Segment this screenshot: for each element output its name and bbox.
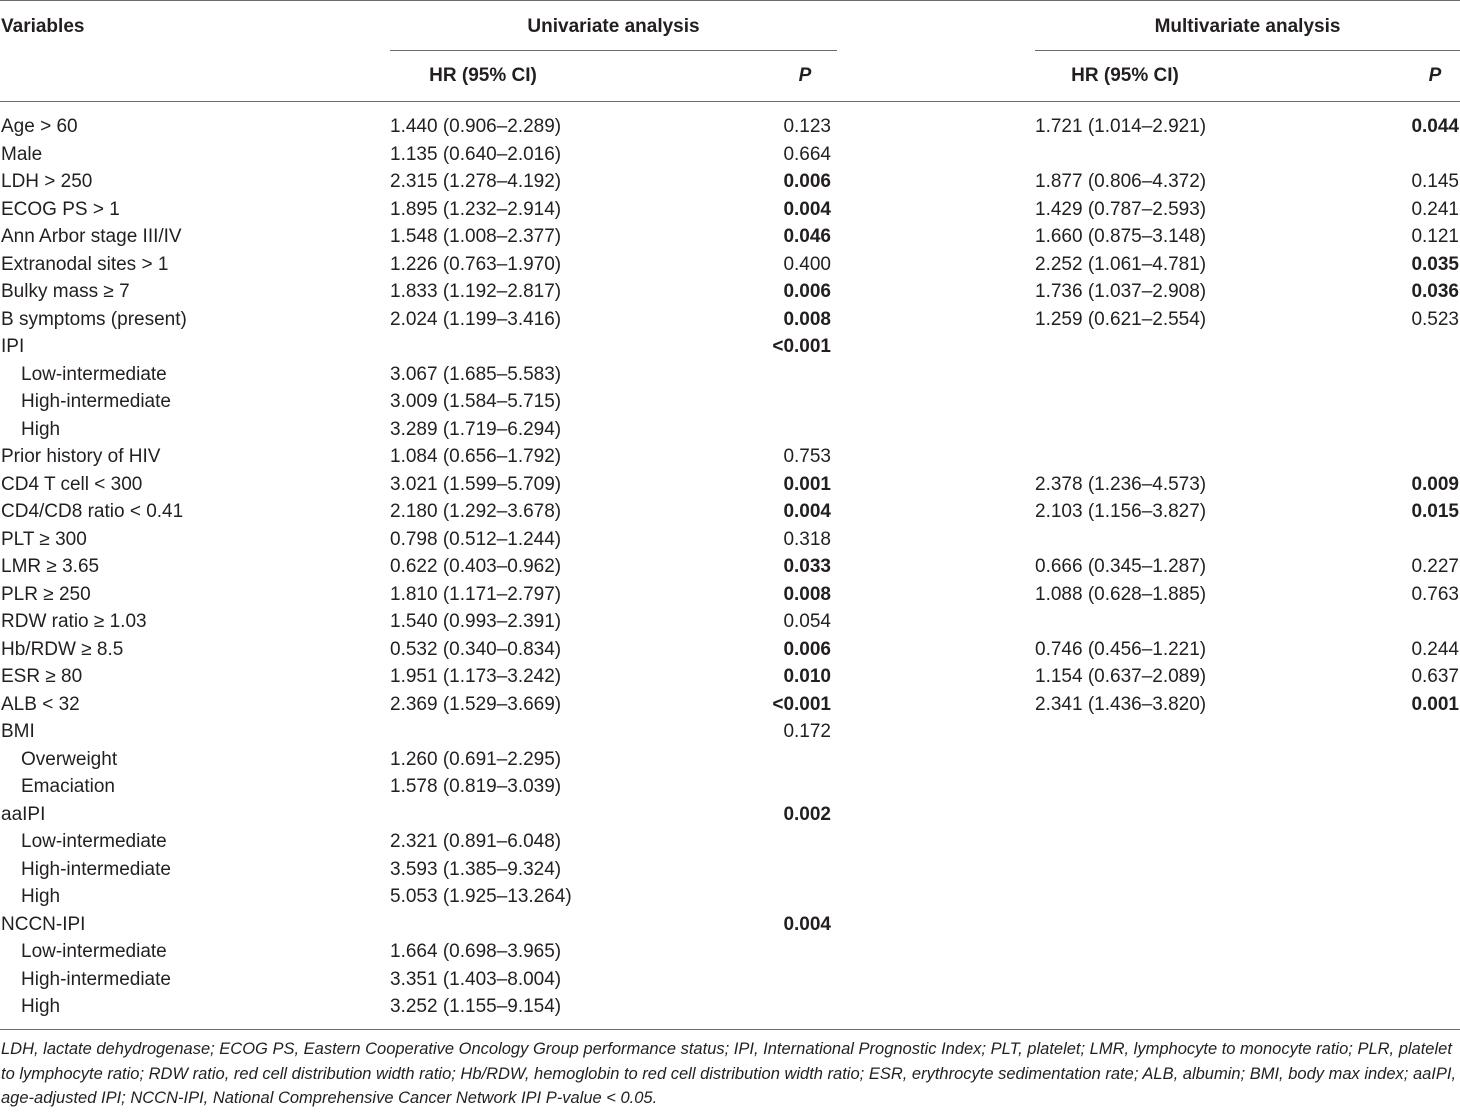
table-row	[0, 333, 1460, 361]
univariate-hr-cell: 0.532 (0.340–0.834)	[390, 638, 562, 660]
table-row	[0, 251, 1460, 279]
variable-cell: Overweight	[21, 748, 118, 770]
variable-cell: PLT ≥ 300	[1, 528, 87, 550]
univariate-p-cell: 0.753	[783, 446, 831, 467]
multivariate-p-cell: 0.121	[1411, 226, 1459, 247]
table-row	[0, 801, 1460, 829]
univariate-underline	[390, 50, 837, 51]
table-row	[0, 608, 1460, 636]
table-row	[0, 196, 1460, 224]
univariate-hr-cell: 3.351 (1.403–8.004)	[390, 968, 562, 990]
table-row	[0, 911, 1460, 939]
variables-header: Variables	[1, 16, 85, 37]
variable-cell: ALB < 32	[1, 693, 80, 715]
variable-cell: B symptoms (present)	[1, 308, 187, 330]
variable-cell: ECOG PS > 1	[1, 198, 120, 220]
variable-cell: NCCN-IPI	[1, 913, 86, 935]
univariate-hr-cell: 1.226 (0.763–1.970)	[390, 253, 562, 275]
univariate-hr-cell: 1.084 (0.656–1.792)	[390, 446, 562, 467]
table-row	[0, 443, 1460, 471]
header-bottom-rule	[0, 101, 1460, 102]
variable-cell: aaIPI	[1, 803, 46, 825]
table-row	[0, 581, 1460, 609]
table-row	[0, 141, 1460, 169]
multivariate-hr-cell: 2.252 (1.061–4.781)	[1035, 253, 1207, 275]
univariate-p-cell: 0.123	[783, 116, 831, 137]
multivariate-hr-cell: 1.154 (0.637–2.089)	[1035, 666, 1207, 687]
univariate-p-cell: 0.006	[783, 281, 831, 302]
table-row	[0, 498, 1460, 526]
multivariate-p-cell: 0.036	[1411, 281, 1459, 302]
variable-cell: Ann Arbor stage III/IV	[1, 226, 182, 247]
univariate-hr-cell: 1.260 (0.691–2.295)	[390, 748, 562, 770]
variable-cell: Emaciation	[21, 776, 115, 797]
univariate-p-cell: 0.004	[783, 198, 831, 220]
table-row	[0, 691, 1460, 719]
variable-cell: Hb/RDW ≥ 8.5	[1, 638, 124, 660]
multivariate-p-cell: 0.227	[1411, 556, 1459, 577]
top-rule	[0, 0, 1460, 1]
multivariate-p-cell: 0.637	[1411, 666, 1459, 687]
table-row	[0, 773, 1460, 801]
table-row	[0, 663, 1460, 691]
table-row	[0, 883, 1460, 911]
univariate-p-cell: 0.001	[783, 473, 831, 495]
variable-cell: High	[21, 996, 61, 1017]
multivariate-hr-cell: 2.378 (1.236–4.573)	[1035, 473, 1207, 495]
univariate-hr-cell: 3.067 (1.685–5.583)	[390, 363, 562, 385]
variable-cell: CD4 T cell < 300	[1, 473, 143, 495]
variable-cell: Age > 60	[1, 116, 78, 137]
table-row	[0, 526, 1460, 554]
table-row	[0, 471, 1460, 499]
table-row	[0, 938, 1460, 966]
table-row	[0, 388, 1460, 416]
univariate-hr-cell: 0.798 (0.512–1.244)	[390, 528, 562, 550]
variable-cell: Prior history of HIV	[1, 446, 161, 467]
univariate-p-cell: 0.046	[783, 226, 831, 247]
multivariate-hr-cell: 1.660 (0.875–3.148)	[1035, 226, 1207, 247]
table-bottom-rule	[0, 1029, 1460, 1030]
univariate-p-cell: 0.400	[783, 253, 831, 275]
variable-cell: ESR ≥ 80	[1, 666, 83, 687]
multivariate-hr-cell: 2.341 (1.436–3.820)	[1035, 693, 1207, 715]
multivariate-hr-cell: 1.877 (0.806–4.372)	[1035, 171, 1207, 192]
variable-cell: High-intermediate	[21, 968, 171, 990]
univariate-p-cell: 0.002	[783, 803, 831, 825]
univariate-hr-cell: 2.024 (1.199–3.416)	[390, 308, 562, 330]
multivariate-p-cell: 0.035	[1411, 253, 1459, 275]
univariate-p-cell: 0.010	[783, 666, 831, 687]
univariate-hr-cell: 1.664 (0.698–3.965)	[390, 941, 562, 962]
variable-cell: IPI	[1, 336, 25, 357]
variable-cell: Low-intermediate	[21, 941, 167, 962]
table-body	[0, 113, 1460, 1021]
univariate-hr-cell: 2.369 (1.529–3.669)	[390, 693, 562, 715]
univariate-header: Univariate analysis	[527, 16, 700, 37]
univariate-hr-cell: 2.315 (1.278–4.192)	[390, 171, 562, 192]
univariate-p-cell: 0.008	[783, 308, 831, 330]
variable-cell: LMR ≥ 3.65	[1, 556, 100, 577]
multivariate-p-cell: 0.009	[1411, 473, 1459, 495]
variable-cell: LDH > 250	[1, 171, 93, 192]
univariate-p-cell: 0.004	[783, 501, 831, 522]
univariate-p-cell: 0.172	[783, 721, 831, 742]
table-row	[0, 553, 1460, 581]
multivariate-p-header: P	[1428, 65, 1442, 86]
multivariate-header: Multivariate analysis	[1154, 16, 1341, 37]
multivariate-hr-cell: 1.259 (0.621–2.554)	[1035, 308, 1207, 330]
univariate-hr-cell: 3.021 (1.599–5.709)	[390, 473, 562, 495]
multivariate-p-cell: 0.044	[1411, 116, 1459, 137]
variable-cell: High	[21, 886, 61, 907]
univariate-hr-cell: 1.578 (0.819–3.039)	[390, 776, 562, 797]
table-row	[0, 636, 1460, 664]
table-row	[0, 828, 1460, 856]
multivariate-underline	[1035, 50, 1460, 51]
variable-cell: Low-intermediate	[21, 831, 167, 852]
multivariate-hr-cell: 0.746 (0.456–1.221)	[1035, 638, 1207, 660]
multivariate-hr-cell: 1.429 (0.787–2.593)	[1035, 198, 1207, 220]
multivariate-hr-cell: 1.088 (0.628–1.885)	[1035, 583, 1207, 605]
table-row	[0, 113, 1460, 141]
univariate-hr-cell: 2.321 (0.891–6.048)	[390, 831, 562, 852]
univariate-p-cell: 0.006	[783, 638, 831, 660]
table-row	[0, 361, 1460, 389]
multivariate-p-cell: 0.244	[1411, 638, 1459, 660]
variable-cell: Low-intermediate	[21, 363, 167, 385]
table-row	[0, 856, 1460, 884]
multivariate-p-cell: 0.015	[1411, 501, 1459, 522]
multivariate-p-cell: 0.145	[1411, 171, 1459, 192]
univariate-hr-cell: 0.622 (0.403–0.962)	[390, 556, 562, 577]
univariate-p-header: P	[798, 65, 812, 86]
variable-cell: High	[21, 418, 61, 440]
variable-cell: PLR ≥ 250	[1, 583, 91, 605]
variable-cell: BMI	[1, 721, 35, 742]
variable-cell: CD4/CD8 ratio < 0.41	[1, 501, 184, 522]
univariate-p-cell: 0.008	[783, 583, 831, 605]
univariate-p-cell: <0.001	[772, 693, 831, 715]
multivariate-hr-header: HR (95% CI)	[1071, 65, 1179, 86]
variable-cell: Extranodal sites > 1	[1, 253, 169, 275]
univariate-p-cell: 0.004	[783, 913, 831, 935]
table-row	[0, 966, 1460, 994]
univariate-p-cell: <0.001	[772, 336, 831, 357]
univariate-hr-header: HR (95% CI)	[429, 65, 537, 86]
table-row	[0, 223, 1460, 251]
table-row	[0, 168, 1460, 196]
table-row	[0, 993, 1460, 1021]
univariate-p-cell: 0.033	[783, 556, 831, 577]
table-row	[0, 746, 1460, 774]
univariate-hr-cell: 1.540 (0.993–2.391)	[390, 611, 562, 632]
multivariate-hr-cell: 1.736 (1.037–2.908)	[1035, 281, 1207, 302]
univariate-hr-cell: 1.548 (1.008–2.377)	[390, 226, 562, 247]
univariate-p-cell: 0.054	[783, 611, 831, 632]
table-row	[0, 278, 1460, 306]
multivariate-p-cell: 0.523	[1411, 308, 1459, 330]
univariate-hr-cell: 1.833 (1.192–2.817)	[390, 281, 562, 302]
univariate-hr-cell: 1.135 (0.640–2.016)	[390, 143, 562, 165]
univariate-p-cell: 0.006	[783, 171, 831, 192]
table-row	[0, 416, 1460, 444]
univariate-hr-cell: 1.951 (1.173–3.242)	[390, 666, 562, 687]
variable-cell: Male	[1, 143, 43, 165]
univariate-p-cell: 0.318	[783, 528, 831, 550]
multivariate-p-cell: 0.241	[1411, 198, 1459, 220]
multivariate-hr-cell: 2.103 (1.156–3.827)	[1035, 501, 1207, 522]
multivariate-p-cell: 0.001	[1411, 693, 1459, 715]
univariate-hr-cell: 2.180 (1.292–3.678)	[390, 501, 562, 522]
multivariate-hr-cell: 0.666 (0.345–1.287)	[1035, 556, 1207, 577]
table-row	[0, 718, 1460, 746]
multivariate-hr-cell: 1.721 (1.014–2.921)	[1035, 116, 1207, 137]
multivariate-p-cell: 0.763	[1411, 583, 1459, 605]
univariate-hr-cell: 1.440 (0.906–2.289)	[390, 116, 562, 137]
univariate-hr-cell: 3.289 (1.719–6.294)	[390, 418, 562, 440]
variable-cell: High-intermediate	[21, 858, 171, 880]
univariate-hr-cell: 1.895 (1.232–2.914)	[390, 198, 562, 220]
univariate-p-cell: 0.664	[783, 143, 831, 165]
univariate-hr-cell: 3.009 (1.584–5.715)	[390, 391, 562, 412]
variable-cell: High-intermediate	[21, 391, 171, 412]
univariate-hr-cell: 5.053 (1.925–13.264)	[390, 886, 572, 907]
variable-cell: Bulky mass ≥ 7	[1, 281, 130, 302]
univariate-hr-cell: 3.252 (1.155–9.154)	[390, 996, 562, 1017]
table-footnote: LDH, lactate dehydrogenase; ECOG PS, Eastern Cooperative Oncology Group performance status; IPI, International Prognostic Index; PLT, platelet; LMR, lymphocyte to monocyte ratio; PLR, platelet to lymphocyte ratio; RDW ratio, red cell distribution width ratio; Hb/RDW, hemoglobin to red cell distribution width ratio; ESR, erythrocyte sedimentation rate; ALB, albumin; BMI, body max index; aaIPI, age-adjusted IPI; NCCN-IPI, National Comprehensive Cancer Network IPI P-value < 0.05.	[1, 1040, 1457, 1107]
univariate-hr-cell: 1.810 (1.171–2.797)	[390, 583, 562, 605]
table-row	[0, 306, 1460, 334]
univariate-hr-cell: 3.593 (1.385–9.324)	[390, 858, 562, 880]
variable-cell: RDW ratio ≥ 1.03	[1, 611, 147, 632]
